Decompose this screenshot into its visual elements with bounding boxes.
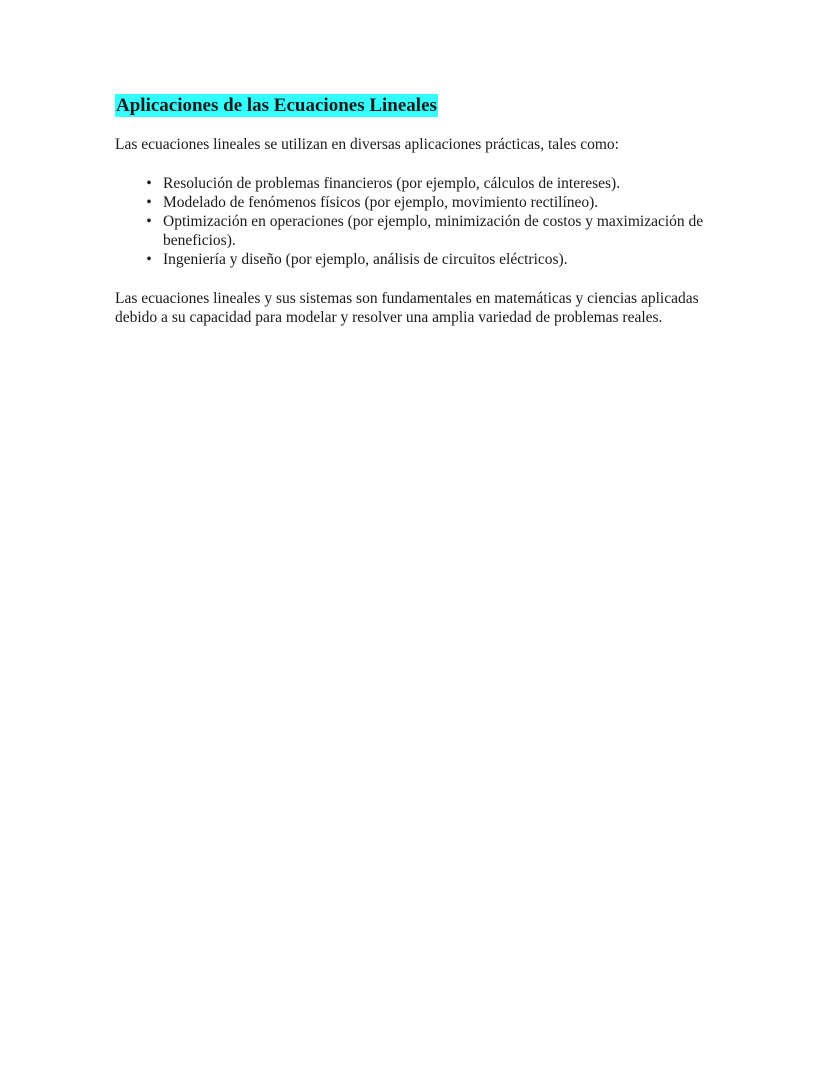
section-heading [115, 94, 718, 117]
list-item-text: Optimización en operaciones (por ejemplo, minimización de costos y maximización de beneficios). [163, 213, 704, 249]
list-item-text: Resolución de problemas financieros (por ejemplo, cálculos de intereses). [163, 175, 621, 192]
bullet-icon: • [146, 175, 152, 192]
closing-paragraph: Las ecuaciones lineales y sus sistemas son fundamentales en matemáticas y ciencias aplicadas debido a su capacidad para modelar y resolver una amplia variedad de problemas reales. [115, 290, 699, 326]
bullet-icon: • [146, 213, 152, 230]
list-item [115, 174, 708, 193]
list-item-text: Ingeniería y diseño (por ejemplo, análisis de circuitos eléctricos). [163, 251, 568, 268]
list-item [115, 193, 708, 212]
heading-highlight: Aplicaciones de las Ecuaciones Lineales [116, 95, 437, 116]
bullet-icon: • [146, 194, 152, 211]
applications-list [115, 174, 718, 269]
bullet-icon: • [146, 251, 152, 268]
list-item [115, 212, 708, 250]
intro-paragraph: Las ecuaciones lineales se utilizan en diversas aplicaciones prácticas, tales como: [115, 136, 619, 153]
list-item [115, 250, 708, 269]
list-item-text: Modelado de fenómenos físicos (por ejemplo, movimiento rectilíneo). [163, 194, 599, 211]
